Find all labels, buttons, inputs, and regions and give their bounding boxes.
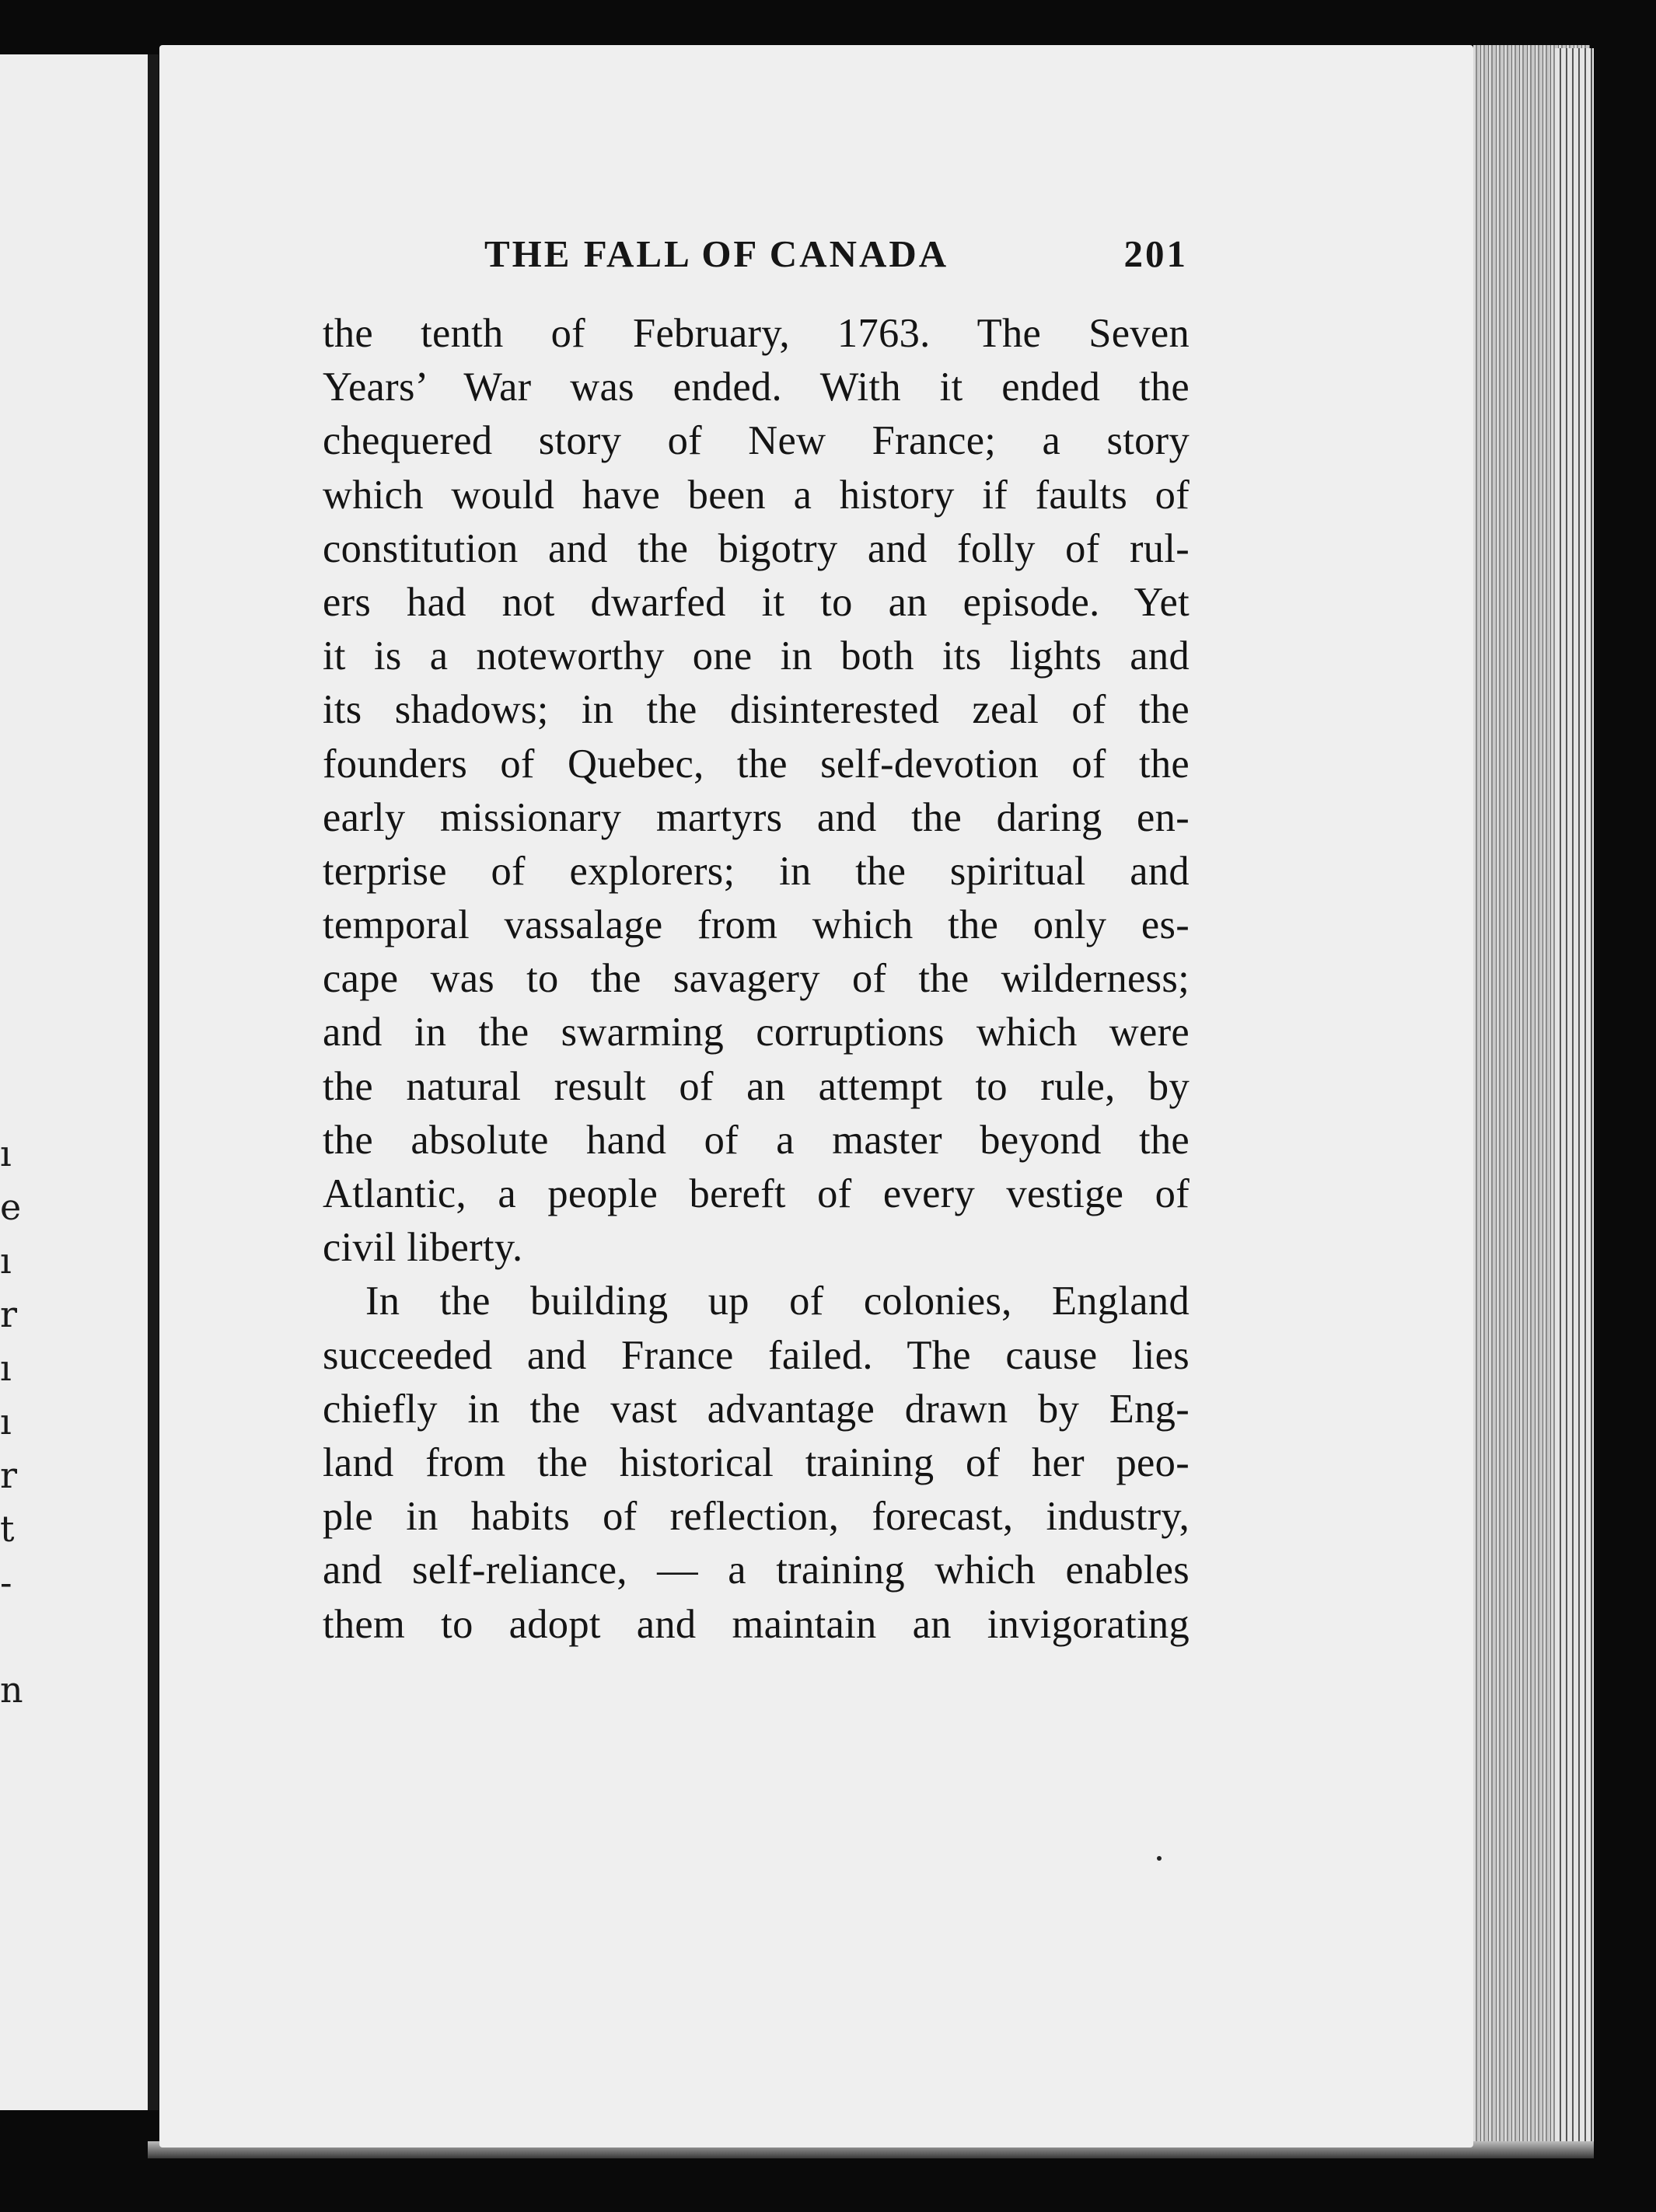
text-line: chequered story of New France; a story (323, 418, 1190, 464)
left-fragment: r (0, 1293, 17, 1335)
page-number: 201 (1123, 232, 1188, 275)
body-text (323, 307, 1190, 1652)
text-line: land from the historical training of her peo- (323, 1439, 1190, 1485)
text-line: In the building up of colonies, England (365, 1279, 1190, 1324)
left-fragment: ı (0, 1347, 12, 1389)
text-line: terprise of explorers; in the spiritual and (323, 848, 1190, 894)
text-line: and self-reliance, — a training which enables (323, 1547, 1190, 1593)
left-fragment: r (0, 1454, 17, 1496)
left-fragment: t (0, 1508, 15, 1550)
left-fragment (0, 1610, 23, 1663)
left-fragment: ı (0, 1401, 12, 1443)
left-page-edge (0, 54, 159, 2110)
text-line: civil liberty. (323, 1225, 523, 1271)
text-line: the tenth of February, 1763. The Seven (323, 311, 1190, 356)
ink-speck (1157, 1856, 1162, 1861)
text-line: it is a noteworthy one in both its lights and (323, 633, 1190, 679)
left-fragment: n (0, 1669, 23, 1711)
cover-edge (1555, 48, 1594, 2147)
text-line: the natural result of an attempt to rule, by (323, 1063, 1190, 1109)
paragraph (323, 1275, 1190, 1651)
text-line: succeeded and France failed. The cause lies (323, 1332, 1190, 1378)
paragraph (323, 307, 1190, 1275)
text-line: founders of Quebec, the self-devotion of the (323, 741, 1190, 787)
text-line: ers had not dwarfed it to an episode. Yet (323, 579, 1190, 625)
text-line: temporal vassalage from which the only es- (323, 902, 1190, 948)
running-head-title: THE FALL OF CANADA (484, 232, 949, 275)
text-line: chiefly in the vast advantage drawn by Eng- (323, 1386, 1190, 1432)
text-line: ple in habits of reflection, forecast, industry, (323, 1494, 1190, 1540)
text-line: Years’ War was ended. With it ended the (323, 365, 1190, 410)
text-line: early missionary martyrs and the daring en- (323, 794, 1190, 840)
left-fragment: e (0, 1186, 22, 1228)
left-page-fragments (0, 1127, 23, 1717)
left-fragment: ı (0, 1240, 12, 1282)
left-fragment: ı (0, 1132, 12, 1174)
text-line: Atlantic, a people bereft of every vestige of (323, 1171, 1190, 1216)
text-line: them to adopt and maintain an invigorating (323, 1601, 1190, 1647)
text-line: its shadows; in the disinterested zeal of the (323, 687, 1190, 733)
running-head (484, 232, 1188, 294)
text-line: cape was to the savagery of the wilderness; (323, 956, 1190, 1002)
left-fragment: - (0, 1561, 12, 1603)
text-line: which would have been a history if faults of (323, 472, 1190, 518)
text-line: and in the swarming corruptions which were (323, 1010, 1190, 1055)
text-line: constitution and the bigotry and folly of rul- (323, 525, 1190, 571)
text-line: the absolute hand of a master beyond the (323, 1117, 1190, 1163)
